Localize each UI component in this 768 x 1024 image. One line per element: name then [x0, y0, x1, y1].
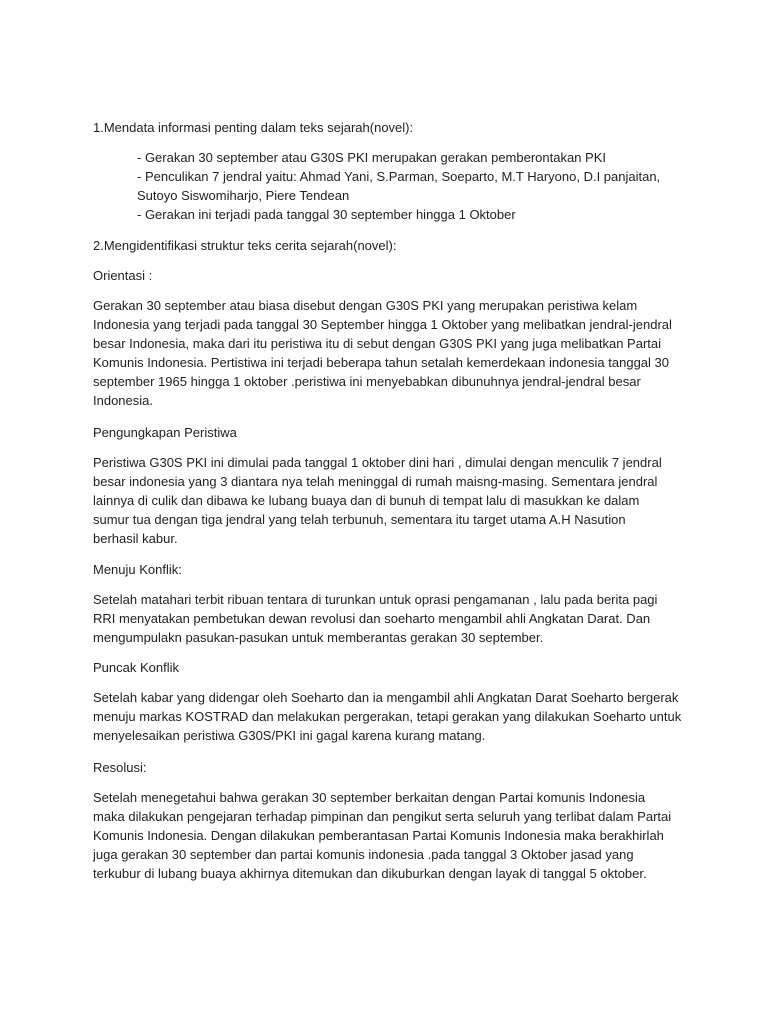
- orientasi-line: besar Indonesia, maka dari itu peristiwa itu di sebut dengan G30S PKI yang juga melibatkan Partai: [93, 336, 662, 351]
- resolusi-line: juga gerakan 30 september dan partai komunis indonesia .pada tanggal 3 Oktober jasad yang: [93, 847, 634, 862]
- pengungkapan-line: lainnya di culik dan dibawa ke lubang buaya dan di bunuh di tempat lalu di masukkan ke dalam: [93, 493, 640, 508]
- pengungkapan-line: besar indonesia yang 3 diantara nya telah meninggal di rumah maisng-masing. Sementara jendral: [93, 474, 658, 489]
- pengungkapan-line: berhasil kabur.: [93, 531, 178, 546]
- menuju-konflik-heading: Menuju Konflik:: [93, 562, 182, 577]
- pengungkapan-heading: Pengungkapan Peristiwa: [93, 425, 237, 440]
- list-item: - Gerakan 30 september atau G30S PKI merupakan gerakan pemberontakan PKI: [137, 150, 606, 165]
- menuju-konflik-line: Setelah matahari terbit ribuan tentara di turunkan untuk oprasi pengamanan , lalu pada berita pagi: [93, 592, 658, 607]
- orientasi-heading: Orientasi :: [93, 268, 153, 283]
- orientasi-line: Gerakan 30 september atau biasa disebut dengan G30S PKI yang merupakan peristiwa kelam: [93, 298, 638, 313]
- pengungkapan-line: sumur tua dengan tiga jendral yang telah terbunuh, sementara itu target utama A.H Nasution: [93, 512, 626, 527]
- menuju-konflik-line: RRI menyatakan pembetukan dewan revolusi dan soeharto mengambil ahli Angkatan Darat. Dan: [93, 611, 651, 626]
- orientasi-line: Indonesia.: [93, 393, 153, 408]
- list-item: - Penculikan 7 jendral yaitu: Ahmad Yani, S.Parman, Soeparto, M.T Haryono, D.I panjaitan,: [137, 169, 661, 184]
- puncak-konflik-line: menuju markas KOSTRAD dan melakukan pergerakan, tetapi gerakan yang dilakukan Soeharto untuk: [93, 709, 682, 724]
- resolusi-line: Setelah menegetahui bahwa gerakan 30 september berkaitan dengan Partai komunis Indonesia: [93, 790, 646, 805]
- pengungkapan-line: Peristiwa G30S PKI ini dimulai pada tanggal 1 oktober dini hari , dimulai dengan menculik 7 jendral: [93, 455, 662, 470]
- resolusi-line: maka dilakukan pengejaran terhadap pimpinan dan pengikut serta seluruh yang terlibat dalam Partai: [93, 809, 672, 824]
- puncak-konflik-line: Setelah kabar yang didengar oleh Soeharto dan ia mengambil ahli Angkatan Darat Soeharto bergerak: [93, 690, 679, 705]
- list-item-continuation: Sutoyo Siswomiharjo, Piere Tendean: [137, 188, 350, 203]
- puncak-konflik-heading: Puncak Konflik: [93, 660, 179, 675]
- orientasi-line: Komunis Indonesia. Pertistiwa ini terjadi beberapa tahun setalah kemerdekaan indonesia tanggal 30: [93, 355, 669, 370]
- menuju-konflik-line: mengumpulakn pasukan-pasukan untuk memberantas gerakan 30 september.: [93, 630, 544, 645]
- section-1-heading: 1.Mendata informasi penting dalam teks sejarah(novel):: [93, 120, 414, 135]
- resolusi-line: Komunis Indonesia. Dengan dilakukan pemberantasan Partai Komunis Indonesia maka berakhirlah: [93, 828, 664, 843]
- section-2-heading: 2.Mengidentifikasi struktur teks cerita sejarah(novel):: [93, 238, 397, 253]
- list-item: - Gerakan ini terjadi pada tanggal 30 september hingga 1 Oktober: [137, 207, 516, 222]
- orientasi-line: Indonesia yang terjadi pada tanggal 30 September hingga 1 Oktober yang melibatkan jendral-jendral: [93, 317, 672, 332]
- resolusi-heading: Resolusi:: [93, 760, 147, 775]
- puncak-konflik-line: menyelesaikan peristiwa G30S/PKI ini gagal karena kurang matang.: [93, 728, 486, 743]
- orientasi-line: september 1965 hingga 1 oktober .peristiwa ini menyebabkan dibunuhnya jendral-jendral besar: [93, 374, 641, 389]
- resolusi-line: terkubur di lubang buaya akhirnya ditemukan dan dikuburkan dengan layak di tanggal 5 oktober.: [93, 866, 647, 881]
